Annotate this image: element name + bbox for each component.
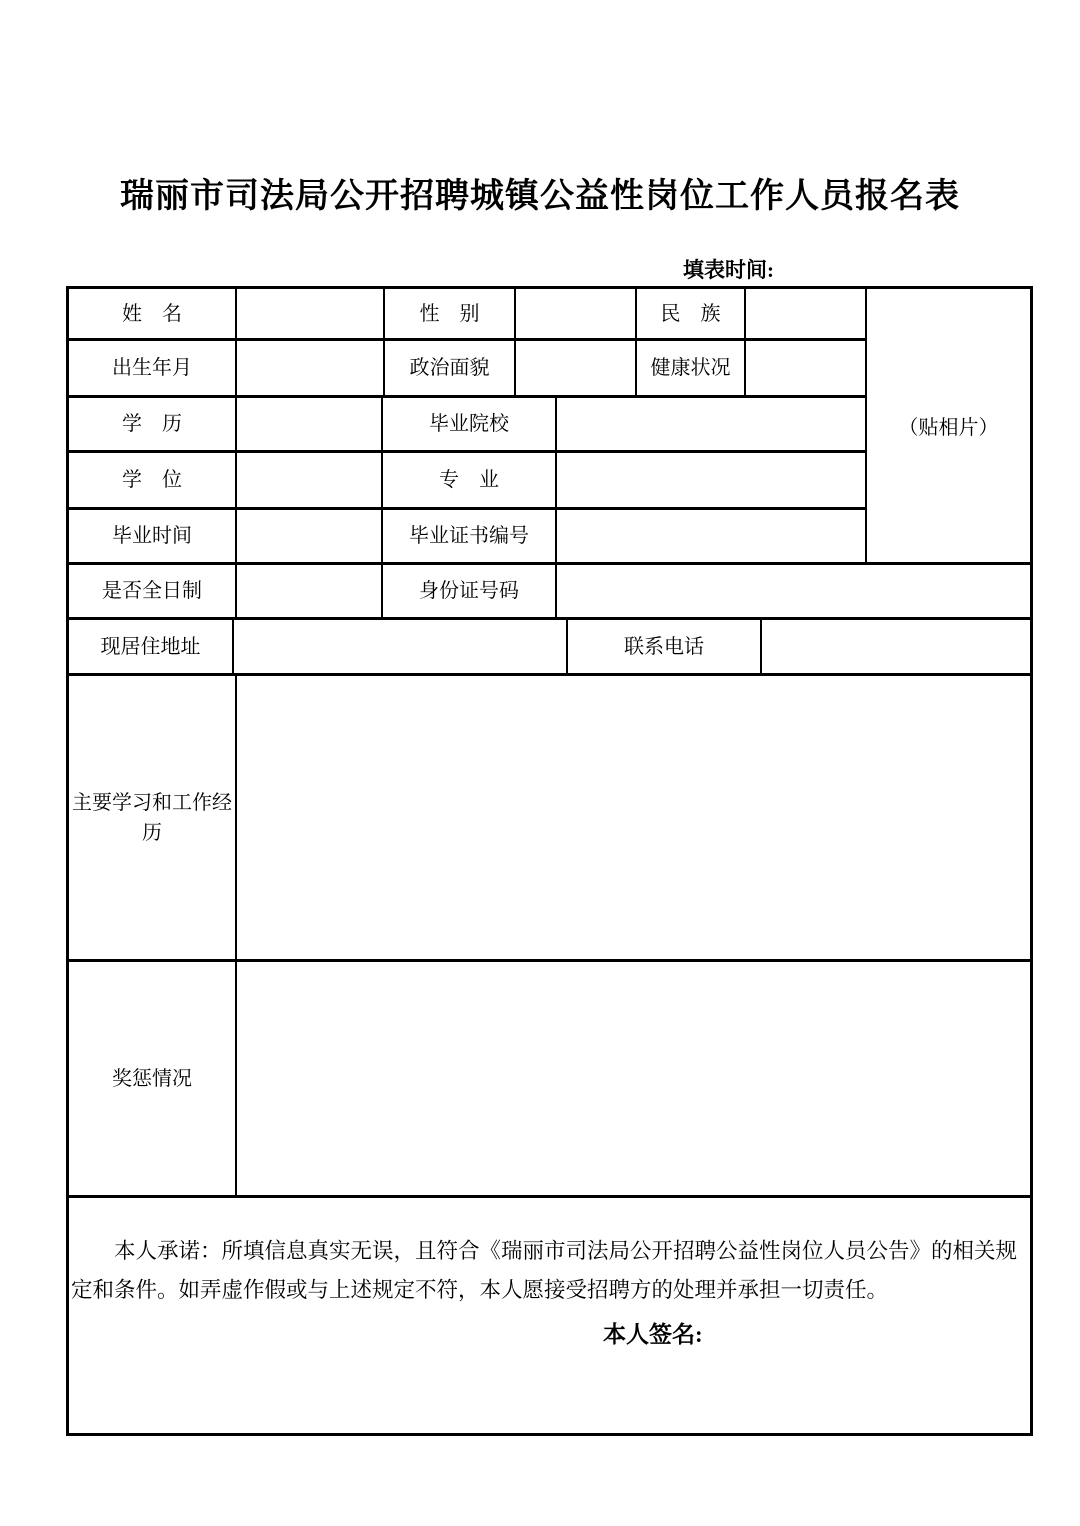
id-number-input[interactable] (557, 565, 1030, 617)
name-label: 姓 名 (69, 289, 237, 338)
degree-input[interactable] (237, 453, 383, 507)
signature-input-space[interactable] (703, 1324, 823, 1350)
education-label: 学 历 (69, 398, 237, 450)
name-input[interactable] (237, 289, 385, 338)
table-row (69, 565, 1030, 620)
table-row (69, 620, 1030, 676)
gender-label: 性 别 (385, 289, 516, 338)
diploma-number-label: 毕业证书编号 (383, 510, 557, 562)
ethnicity-label: 民 族 (637, 289, 746, 338)
signature-label: 本人签名: (603, 1322, 703, 1347)
ethnicity-input[interactable] (746, 289, 865, 338)
gender-input[interactable] (516, 289, 637, 338)
page-title: 瑞丽市司法局公开招聘城镇公益性岗位工作人员报名表 (120, 178, 960, 215)
study-work-experience-label: 主要学习和工作经历 (69, 676, 237, 959)
table-row (69, 676, 1030, 962)
fill-time-label: 填表时间: (683, 258, 774, 282)
graduate-school-label: 毕业院校 (383, 398, 557, 450)
health-status-input[interactable] (746, 341, 865, 395)
birth-date-label: 出生年月 (69, 341, 237, 395)
political-status-input[interactable] (516, 341, 637, 395)
full-time-label: 是否全日制 (69, 565, 237, 617)
rewards-punishments-input[interactable] (237, 962, 1030, 1195)
photo-paste-area[interactable] (865, 289, 1030, 565)
contact-phone-label: 联系电话 (568, 620, 762, 673)
degree-label: 学 位 (69, 453, 237, 507)
current-address-input[interactable] (234, 620, 568, 673)
education-input[interactable] (237, 398, 383, 450)
diploma-number-input[interactable] (557, 510, 865, 562)
photo-placeholder-text: （贴相片） (898, 417, 999, 439)
signature-line (71, 1320, 1026, 1350)
contact-phone-input[interactable] (762, 620, 1030, 673)
id-number-label: 身份证号码 (383, 565, 557, 617)
major-label: 专 业 (383, 453, 557, 507)
major-input[interactable] (557, 453, 865, 507)
rewards-punishments-label: 奖惩情况 (69, 962, 237, 1195)
study-work-experience-input[interactable] (237, 676, 1030, 959)
political-status-label: 政治面貌 (385, 341, 516, 395)
declaration-text: 本人承诺：所填信息真实无误，且符合《瑞丽市司法局公开招聘公益性岗位人员公告》的相关规定和条件。如弄虚作假或与上述规定不符，本人愿接受招聘方的处理并承担一切责任。 (71, 1239, 1018, 1302)
declaration-row (69, 1198, 1030, 1433)
form-table (66, 286, 1033, 1436)
table-row (69, 962, 1030, 1198)
graduation-date-label: 毕业时间 (69, 510, 237, 562)
graduation-date-input[interactable] (237, 510, 383, 562)
current-address-label: 现居住地址 (69, 620, 234, 673)
birth-date-input[interactable] (237, 341, 385, 395)
health-status-label: 健康状况 (637, 341, 746, 395)
full-time-input[interactable] (237, 565, 383, 617)
graduate-school-input[interactable] (557, 398, 865, 450)
